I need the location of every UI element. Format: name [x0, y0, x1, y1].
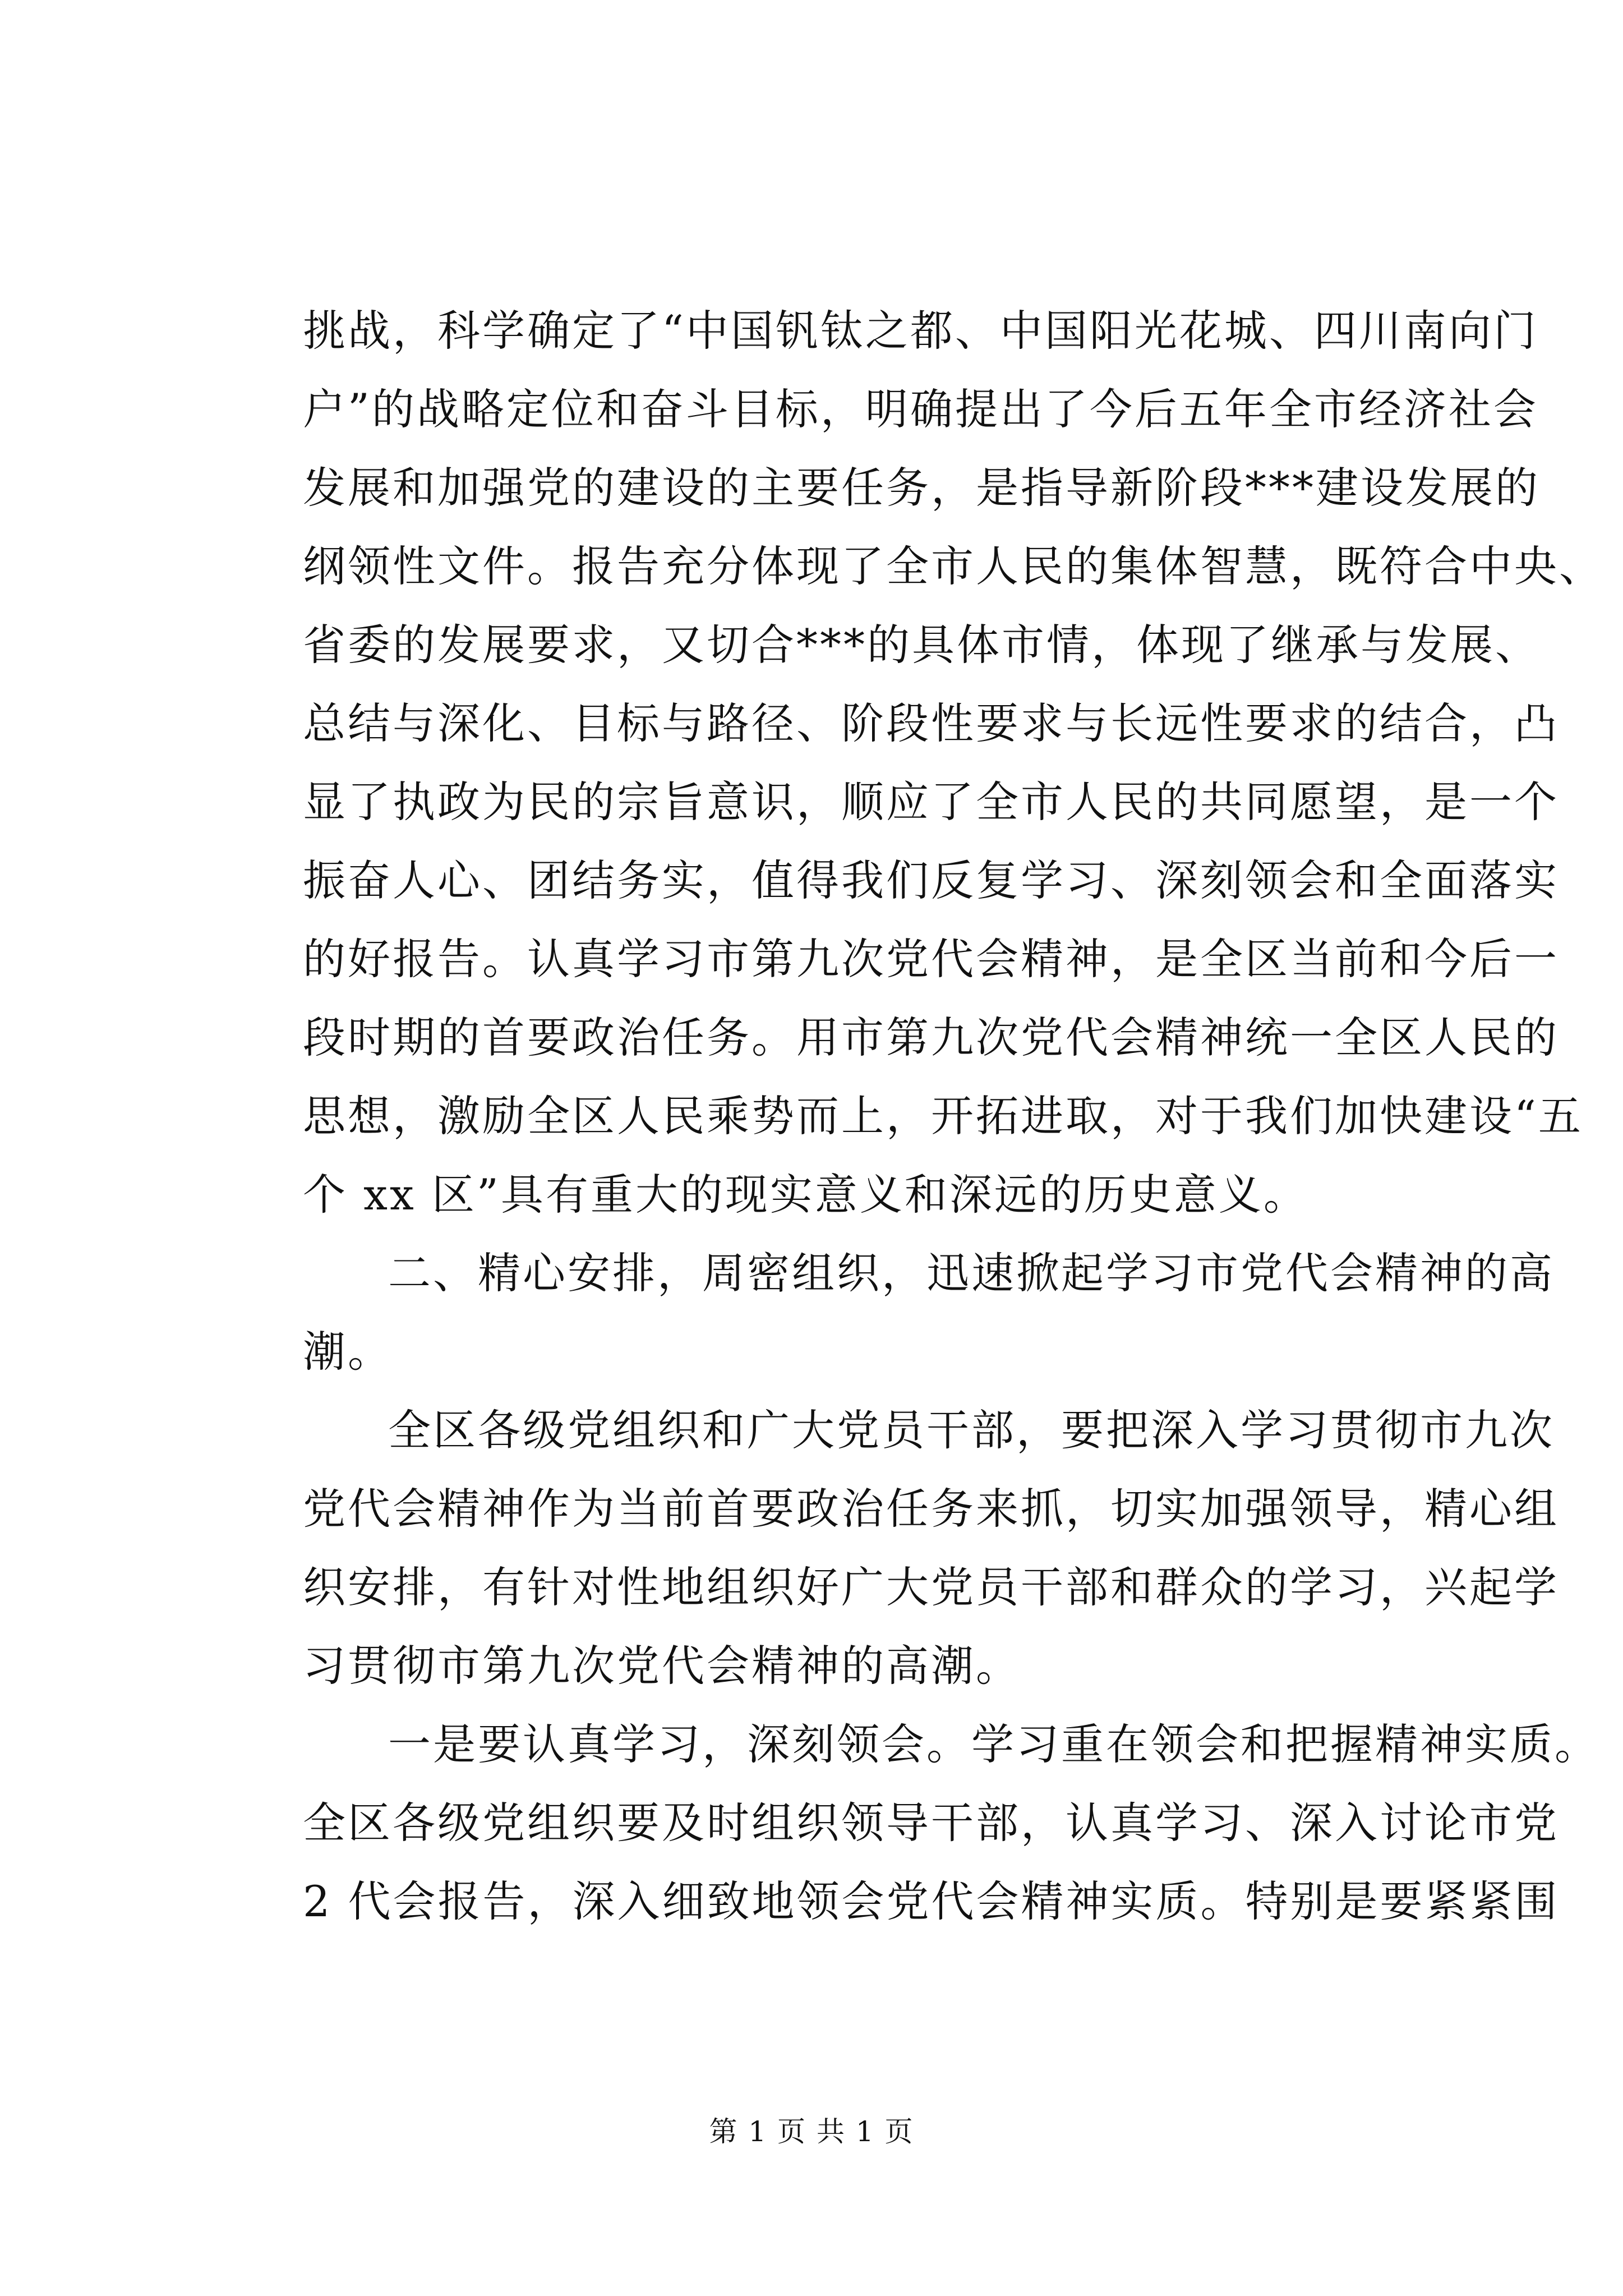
text-line: 纲领性文件。报告充分体现了全市人民的集体智慧，既符合中央、	[303, 541, 1604, 591]
text-line: 2 代会报告，深入细致地领会党代会精神实质。特别是要紧紧围	[303, 1876, 1560, 1926]
text-line: 党代会精神作为当前首要政治任务来抓，切实加强领导，精心组	[303, 1484, 1559, 1534]
paragraph-1	[303, 292, 1604, 1234]
paragraph-3	[303, 1391, 1559, 1705]
text-line: 习贯彻市第九次党代会精神的高潮。	[303, 1641, 1021, 1691]
page-number-footer: 第 1 页 共 1 页	[709, 2115, 914, 2148]
text-line: 挑战，科学确定了“中国钒钛之都、中国阳光花城、四川南向门	[303, 306, 1538, 356]
text-line: 发展和加强党的建设的主要任务，是指导新阶段***建设发展的	[303, 463, 1540, 513]
text-line: 户”的战略定位和奋斗目标，明确提出了今后五年全市经济社会	[303, 384, 1538, 434]
text-line: 一是要认真学习，深刻领会。学习重在领会和把握精神实质。	[388, 1719, 1599, 1769]
text-line: 段时期的首要政治任务。用市第九次党代会精神统一全区人民的	[303, 1013, 1559, 1062]
section-heading-2	[303, 1234, 1555, 1391]
text-line: 织安排，有针对性地组织好广大党员干部和群众的学习，兴起学	[303, 1562, 1559, 1612]
text-line: 的好报告。认真学习市第九次党代会精神，是全区当前和今后一	[303, 934, 1559, 984]
paragraph-4	[303, 1705, 1599, 1941]
text-line: 潮。	[303, 1327, 393, 1377]
text-line: 总结与深化、目标与路径、阶段性要求与长远性要求的结合，凸	[303, 698, 1559, 748]
text-line: 全区各级党组织和广大党员干部，要把深入学习贯彻市九次	[388, 1405, 1555, 1455]
text-line: 二、精心安排，周密组织，迅速掀起学习市党代会精神的高	[388, 1248, 1555, 1298]
text-line: 思想，激励全区人民乘势而上，开拓进取，对于我们加快建设“五	[303, 1091, 1583, 1141]
text-line: 省委的发展要求，又切合***的具体市情，体现了继承与发展、	[303, 620, 1540, 670]
text-line: 显了执政为民的宗旨意识，顺应了全市人民的共同愿望，是一个	[303, 777, 1559, 827]
document-body	[303, 292, 1604, 1941]
text-line: 振奋人心、团结务实，值得我们反复学习、深刻领会和全面落实	[303, 855, 1559, 905]
text-line: 全区各级党组织要及时组织领导干部，认真学习、深入讨论市党	[303, 1798, 1559, 1848]
text-line: 个 xx 区”具有重大的现实意义和深远的历史意义。	[303, 1170, 1308, 1220]
